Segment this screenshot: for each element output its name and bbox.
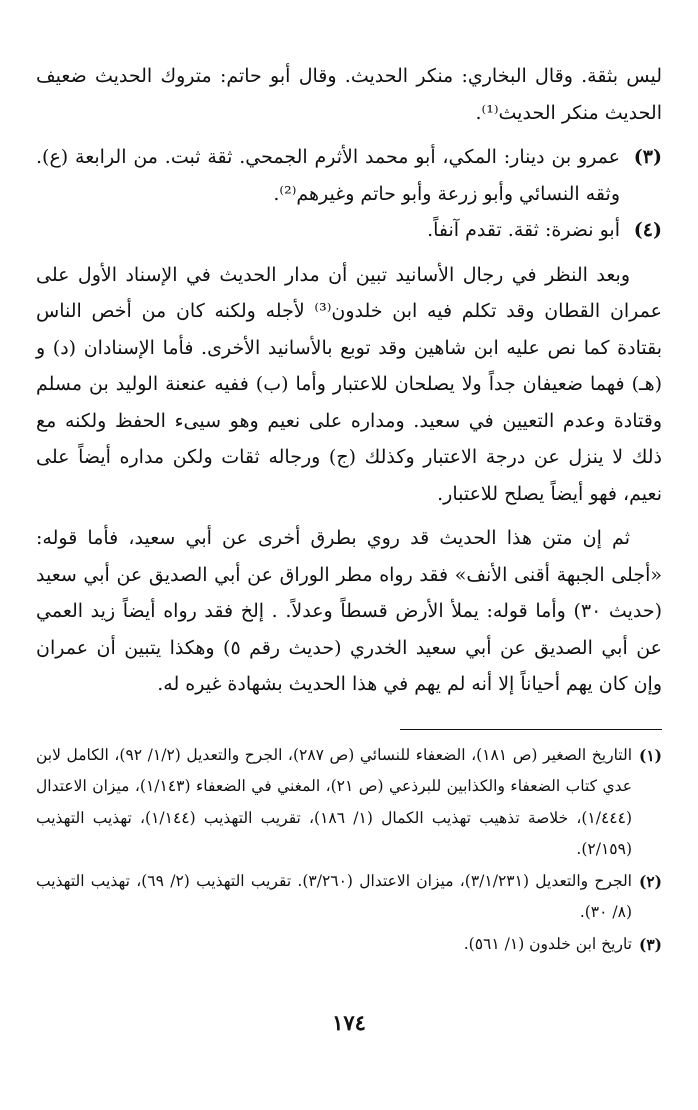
- main-text: [36, 58, 662, 703]
- footnote-text: الجرح والتعديل (٣/١/٢٣١)، ميزان الاعتدال (٣/٢٦٠). تقريب التهذيب (٢/ ٦٩)، تهذيب التهذيب (٨/ ٣٠).: [36, 871, 632, 921]
- footnote: [36, 866, 662, 929]
- page-number: ١٧٤: [332, 1010, 366, 1035]
- narrator-entry: [36, 139, 662, 212]
- footnote-text: تاريخ ابن خلدون (١/ ٥٦١).: [463, 934, 632, 953]
- footnote: [36, 740, 662, 866]
- footnote-text: التاريخ الصغير (ص ١٨١)، الضعفاء للنسائي (ص ٢٨٧)، الجرح والتعديل (١/٢/ ٩٢)، الكامل لابن عدي كتاب الضعفاء والكذابين للبرذعي (ص ٢١)، المغني في الضعفاء (١/١٤٣)، ميزان الاعتدال (١/٤٤٤)، خلاصة تذهيب تهذيب الكمال (١/ ١٨٦)، تقريب التهذيب (١/١٤٤)، تهذيب التهذيب (٢/١٥٩).: [36, 745, 633, 858]
- carry-over-paragraph: ليس بثقة. وقال البخاري: منكر الحديث. وقال أبو حاتم: متروك الحديث ضعيف الحديث منكر الحديث⁽¹⁾.: [36, 65, 662, 124]
- text-variants-paragraph: ثم إن متن هذا الحديث قد روي بطرق أخرى عن أبي سعيد، فأما قوله: «أجلى الجبهة أقنى الأنف» فقد رواه مطر الوراق عن أبي الصديق عن أبي سعيد (حديث ٣٠) وأما قوله: يملأ الأرض قسطاً وعدلاً. . إلخ فقد رواه أيضاً زيد العمي عن أبي الصديق عن أبي سعيد الخدري (حديث رقم ٥) وهكذا يتبين أن عمران وإن كان يهم أحياناً إلا أنه لم يهم في هذا الحديث بشهادة غيره له.: [36, 527, 663, 695]
- footnote: [36, 929, 662, 961]
- entry-number: (٤): [633, 219, 662, 241]
- footnote-number: (٢): [638, 871, 662, 891]
- entry-text: عمرو بن دينار: المكي، أبو محمد الأثرم الجمحي. ثقة ثبت. من الرابعة (ع). وثقه النسائي وأبو زرعة وأبو حاتم وغيرهم⁽²⁾.: [36, 146, 620, 205]
- analysis-paragraph: وبعد النظر في رجال الأسانيد تبين أن مدار الحديث في الإسناد الأول على عمران القطان وقد تكلم فيه ابن خلدون⁽³⁾ لأجله ولكنه كان من أخص الناس بقتادة كما نص عليه ابن شاهين وقد توبع بالأسانيد الأخرى. فأما الإسنادان (د) و (هـ) فهما ضعيفان جداً ولا يصلحان للاعتبار وأما (ب) ففيه عنعنة الوليد بن مسلم وقتادة وعدم التعيين في سعيد. ومداره على نعيم وهو سيىء الحفظ ولكنه مع ذلك لا ينزل عن درجة الاعتبار وكذلك (ج) ورجاله ثقات ولكن مداره أيضاً على نعيم، فهو أيضاً يصلح للاعتبار.: [36, 263, 662, 505]
- narrator-entry: [36, 212, 662, 249]
- entry-number: (٣): [633, 146, 662, 168]
- footnote-divider: [400, 729, 662, 730]
- footnote-number: (٣): [638, 934, 662, 954]
- page-content: [36, 58, 662, 960]
- entry-text: أبو نضرة: ثقة. تقدم آنفاً.: [427, 219, 620, 241]
- footnotes: [36, 740, 662, 961]
- footnote-number: (١): [638, 745, 662, 765]
